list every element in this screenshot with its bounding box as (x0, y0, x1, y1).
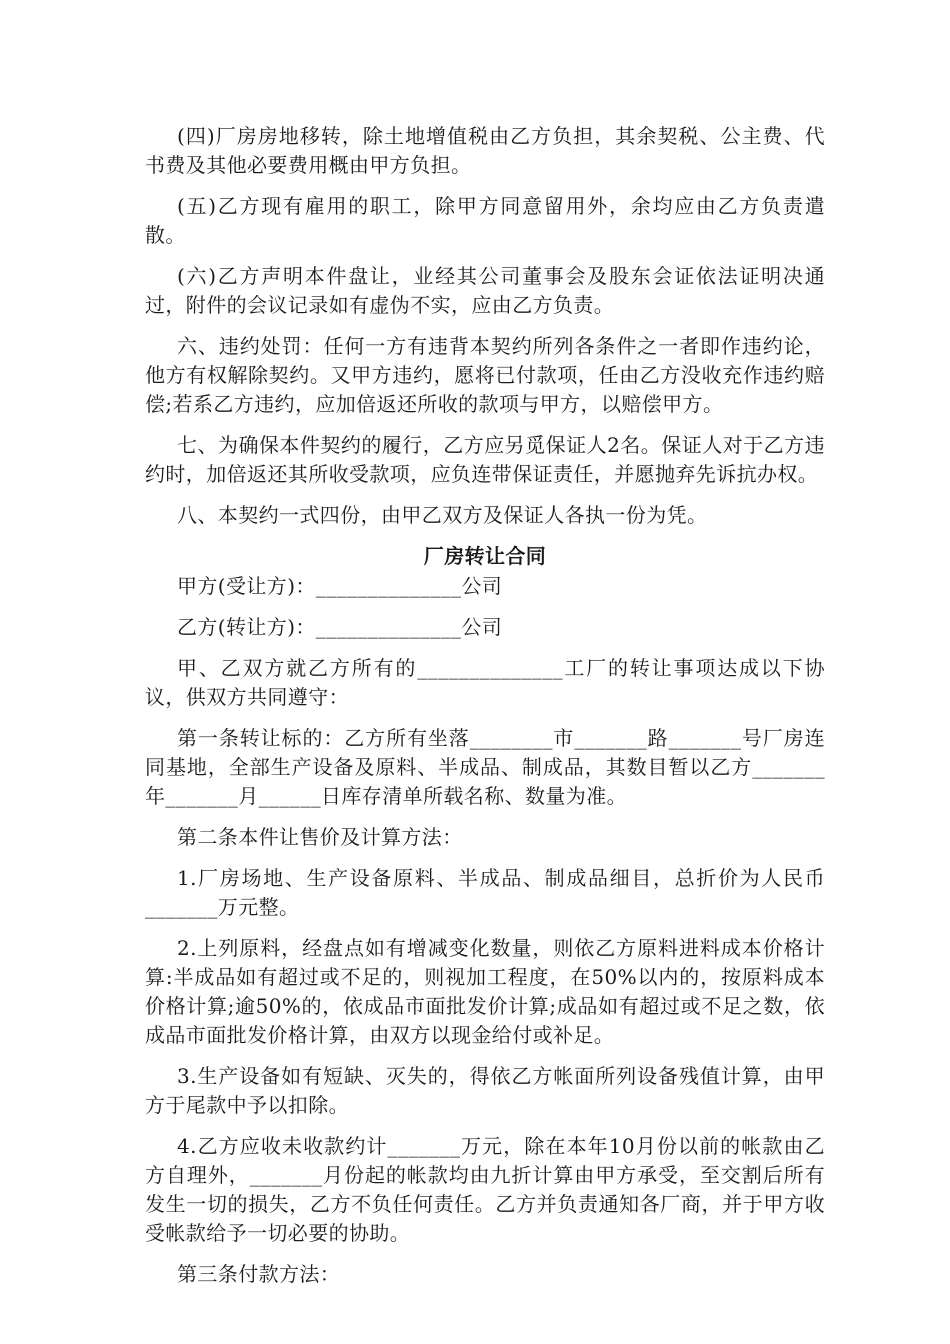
article-1-subject: 第一条转让标的：乙方所有坐落________市_______路_______号厂房连同基地，全部生产设备及原料、半成品、制成品，其数目暂以乙方_______年_______月______日库存清单所载名称、数量为准。 (145, 726, 825, 808)
party-b-line: 乙方(转让方)：______________公司 (177, 615, 503, 639)
section-8-copies: 八、本契约一式四份，由甲乙双方及保证人各执一份为凭。 (177, 503, 708, 527)
clause-5-staff-dismissal: (五)乙方现有雇用的职工，除甲方同意留用外，余均应由乙方负责遣散。 (145, 194, 825, 247)
article-2-item-1: 1.厂房场地、生产设备原料、半成品、制成品细目，总折价为人民币_______万元整。 (145, 866, 825, 919)
article-2-heading: 第二条本件让售价及计算方法： (177, 825, 463, 849)
party-a-line: 甲方(受让方)：______________公司 (177, 574, 503, 598)
section-6-breach-penalty: 六、违约处罚：任何一方有违背本契约所列各条件之一者即作违约论，他方有权解除契约。又甲方违约，愿将已付款项，任由乙方没收充作违约赔偿;若系乙方违约，应加倍返还所收的款项与甲方，以赔偿甲方。 (145, 334, 825, 416)
document-page (145, 122, 825, 1289)
clause-4-transfer-fees: (四)厂房房地移转，除土地增值税由乙方负担，其余契税、公主费、代书费及其他必要费用概由甲方负担。 (145, 124, 825, 177)
contract-title: 厂房转让合同 (423, 544, 547, 568)
article-2-item-4: 4.乙方应收未收款约计_______万元，除在本年10月份以前的帐款由乙方自理外，_______月份起的帐款均由九折计算由甲方承受，至交割后所有发生一切的损失，乙方不负任何责任。乙方并负责通知各厂商，并于甲方收受帐款给予一切必要的协助。 (145, 1134, 825, 1245)
article-2-item-2: 2.上列原料，经盘点如有增减变化数量，则依乙方原料进料成本价格计算:半成品如有超过或不足的，则视加工程度，在50%以内的，按原料成本价格计算;逾50%的，依成品市面批发价计算;成品如有超过或不足之数，依成品市面批发价格计算，由双方以现金给付或补足。 (145, 936, 825, 1047)
section-7-guarantor: 七、为确保本件契约的履行，乙方应另觅保证人2名。保证人对于乙方违约时，加倍返还其所收受款项，应负连带保证责任，并愿抛弃先诉抗办权。 (145, 433, 825, 486)
agreement-preamble: 甲、乙双方就乙方所有的______________工厂的转让事项达成以下协议，供双方共同遵守： (145, 656, 825, 709)
article-2-item-3: 3.生产设备如有短缺、灭失的，得依乙方帐面所列设备残值计算，由甲方于尾款中予以扣除。 (145, 1064, 825, 1117)
article-3-heading: 第三条付款方法： (177, 1262, 341, 1286)
clause-6-board-resolution: (六)乙方声明本件盘让，业经其公司董事会及股东会证依法证明决通过，附件的会议记录如有虚伪不实，应由乙方负责。 (145, 264, 825, 317)
